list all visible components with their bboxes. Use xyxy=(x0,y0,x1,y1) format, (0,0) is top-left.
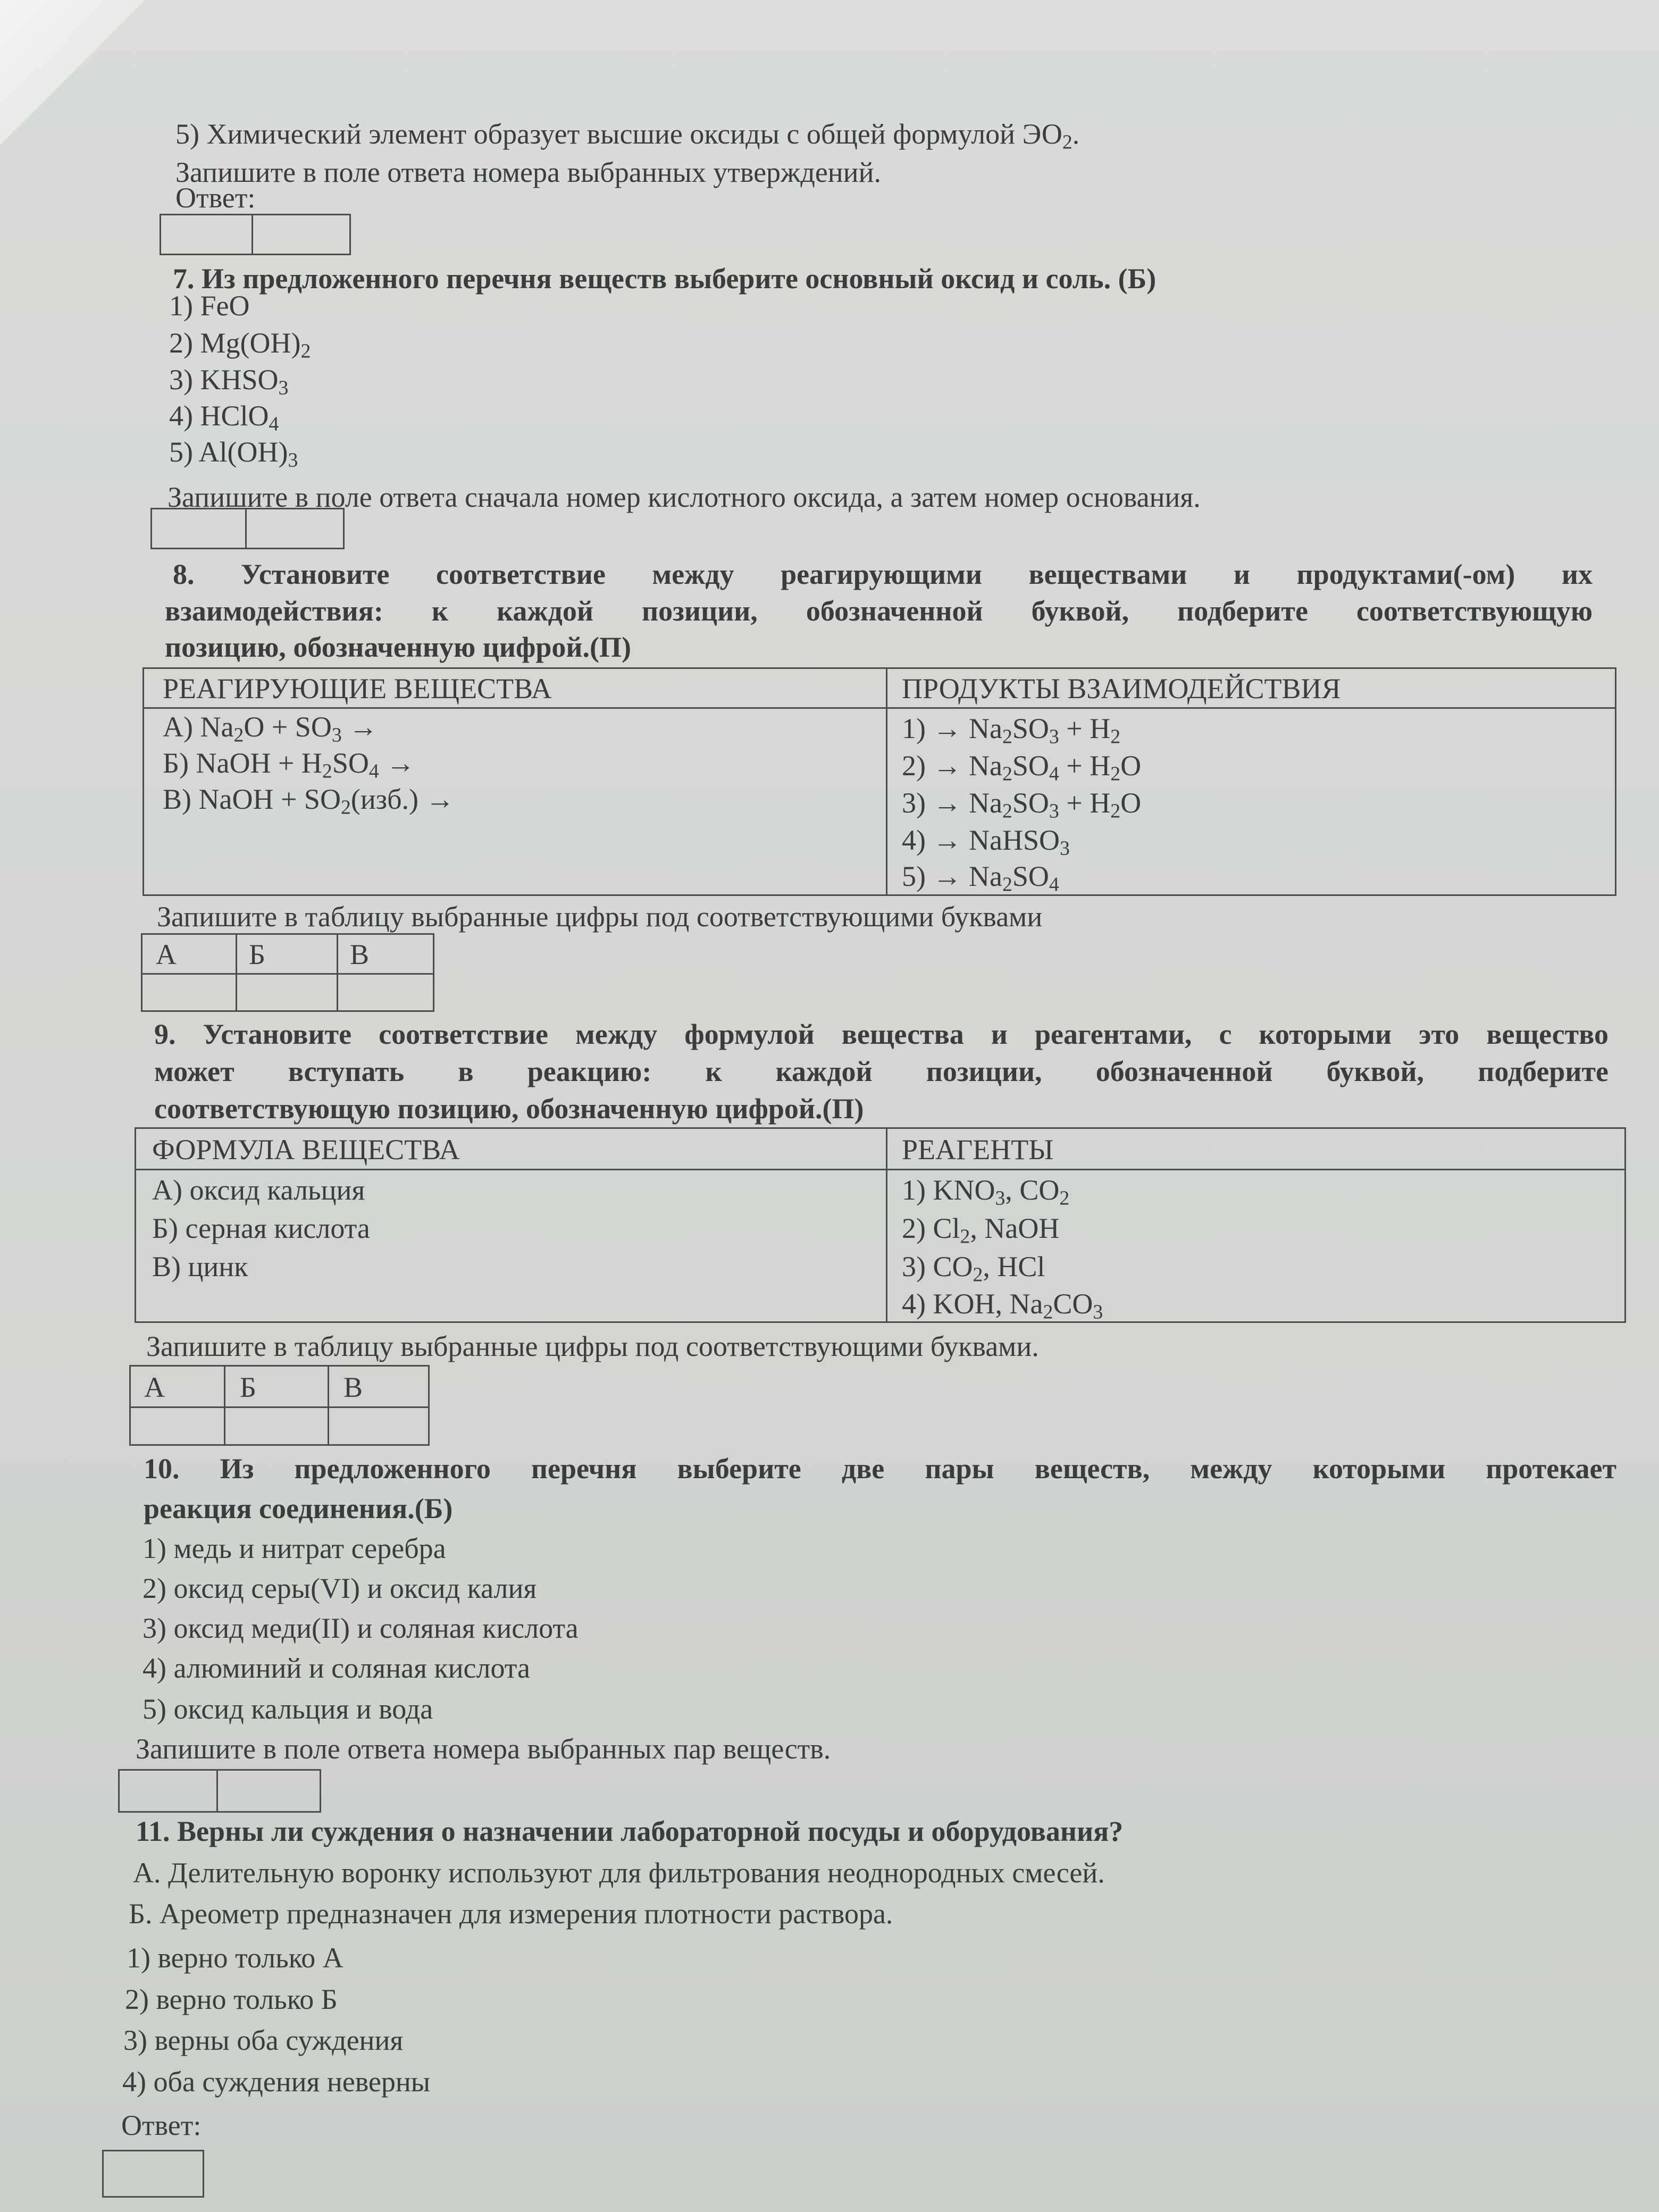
q8-title-line-1: 8. Установите соответствие между реагирующими веществами и продуктами(-ом) их xyxy=(173,558,1593,590)
q10-title-line-1: 10. Из предложенного перечня выберите две пары веществ, между которыми протекает xyxy=(144,1453,1616,1485)
q11-statement-a: А. Делительную воронку используют для фильтрования неоднородных смесей. xyxy=(133,1857,1105,1889)
q8-answer-header-b: Б xyxy=(249,939,266,970)
q6-option-5: 5) Химический элемент образует высшие оксиды с общей формулой $ЭО_2$. xyxy=(175,118,1080,154)
q10-title-line-2: реакция соединения.(Б) xyxy=(144,1493,453,1524)
q11-option-1: 1) верно только А xyxy=(127,1942,343,1974)
q11-option-2: 2) верно только Б xyxy=(125,1983,338,2015)
q8-product-5: $5) \to Na_2SO_4$ xyxy=(902,860,1059,896)
q6-answer-box[interactable] xyxy=(160,214,351,255)
q6-answer-label: Ответ: xyxy=(175,182,256,214)
q9-answer-header-a: А xyxy=(144,1371,165,1403)
q10-option-3: 3) оксид меди(II) и соляная кислота xyxy=(143,1612,579,1644)
q8-product-4: 4) → NaHSO$_3$ xyxy=(902,824,1070,860)
q11-option-3: 3) верны оба суждения xyxy=(123,2024,404,2056)
q11-option-4: 4) оба суждения неверны xyxy=(122,2066,431,2098)
page-corner-fold xyxy=(0,0,160,160)
q8-product-3: $3) \to Na_2SO_3 + H_2O$ xyxy=(902,787,1142,823)
q8-match-table xyxy=(143,667,1616,896)
q10-option-5: 5) оксид кальция и вода xyxy=(143,1693,433,1725)
q10-answer-box[interactable] xyxy=(118,1769,321,1813)
q9-title-line-3: соответствующую позицию, обозначенную цифрой.(П) xyxy=(154,1093,864,1125)
q8-title-line-2: взаимодействия: к каждой позиции, обозначенной буквой, подберите соответствующую xyxy=(165,595,1593,627)
q9-match-table xyxy=(135,1127,1626,1323)
q8-answer-header-a: А xyxy=(156,939,177,970)
q8-product-1: $1) \to Na_2SO_3 + H_2$ xyxy=(902,713,1121,748)
q7-option-5: 5) $Al(OH)_3$ xyxy=(169,436,298,472)
q11-answer-box[interactable] xyxy=(102,2150,204,2198)
q11-title: 11. Верны ли суждения о назначении лабораторной посуды и оборудования? xyxy=(136,1815,1124,1847)
q8-product-2: $2) \to Na_2SO_4 + H_2O$ xyxy=(902,750,1142,785)
q10-option-1: 1) медь и нитрат серебра xyxy=(143,1532,446,1564)
q7-answer-box[interactable] xyxy=(150,508,345,549)
q8-instruction: Запишите в таблицу выбранные цифры под соответствующими буквами xyxy=(157,901,1043,933)
q8-col2-header: ПРОДУКТЫ ВЗАИМОДЕЙСТВИЯ xyxy=(902,673,1341,705)
q10-instruction: Запишите в поле ответа номера выбранных пар веществ. xyxy=(136,1733,831,1765)
q8-title-line-3: позицию, обозначенную цифрой.(П) xyxy=(165,631,631,663)
q10-option-4: 4) алюминий и соляная кислота xyxy=(143,1652,530,1684)
q8-answer-header-c: В xyxy=(350,939,370,970)
q8-reagent-c: В) NaOH + $SO_2(изб.)$ → xyxy=(163,783,455,819)
q8-col1-header: РЕАГИРУЮЩИЕ ВЕЩЕСТВА xyxy=(163,673,552,705)
q9-col1-header: ФОРМУЛА ВЕЩЕСТВА xyxy=(152,1134,460,1166)
q9-substance-a: А) оксид кальция xyxy=(152,1174,365,1206)
q11-statement-b: Б. Ареометр предназначен для измерения плотности раствора. xyxy=(129,1898,893,1930)
q9-reagent-4: 4) KOH, $Na_2CO_3$ xyxy=(902,1288,1103,1323)
q7-option-2: 2) $Mg(OH)_2$ xyxy=(169,327,311,363)
q10-option-2: 2) оксид серы(VI) и оксид калия xyxy=(143,1572,537,1604)
q11-answer-label: Ответ: xyxy=(121,2109,202,2141)
q9-reagent-1: 1) $KNO_3$, $CO_2$ xyxy=(902,1174,1070,1210)
q9-title-line-1: 9. Установите соответствие между формулой вещества и реагентами, с которыми это вещество xyxy=(154,1018,1608,1050)
q7-option-4: 4) HClO$_4$ xyxy=(169,400,279,435)
q8-answer-grid[interactable] xyxy=(141,933,434,1012)
q9-reagent-2: 2) $Cl_2$, NaOH xyxy=(902,1212,1060,1248)
q7-option-3: 3) $KHSO_3$ xyxy=(169,364,289,399)
q9-answer-grid[interactable] xyxy=(129,1365,430,1446)
q6-instruction: Запишите в поле ответа номера выбранных утверждений. xyxy=(175,156,881,188)
q9-answer-header-c: В xyxy=(343,1371,363,1403)
q9-title-line-2: может вступать в реакцию: к каждой позиции, обозначенной буквой, подберите xyxy=(154,1055,1608,1087)
q9-instruction: Запишите в таблицу выбранные цифры под соответствующими буквами. xyxy=(146,1330,1039,1362)
q7-title: 7. Из предложенного перечня веществ выберите основный оксид и соль. (Б) xyxy=(173,263,1157,295)
q9-substance-c: В) цинк xyxy=(152,1251,248,1283)
q9-reagent-3: 3) $CO_2$, HCl xyxy=(902,1251,1045,1286)
q7-instruction: Запишите в поле ответа сначала номер кислотного оксида, а затем номер основания. xyxy=(167,481,1201,513)
q9-substance-b: Б) серная кислота xyxy=(152,1212,370,1244)
q7-option-1: 1) FeO xyxy=(169,290,250,322)
q9-col2-header: РЕАГЕНТЫ xyxy=(902,1134,1054,1166)
q8-reagent-b: Б) NaOH + $H_2SO_4$ → xyxy=(163,747,415,783)
q9-answer-header-b: Б xyxy=(240,1371,257,1403)
q8-reagent-a: А) $Na_2O + SO_3$ → xyxy=(163,711,378,747)
